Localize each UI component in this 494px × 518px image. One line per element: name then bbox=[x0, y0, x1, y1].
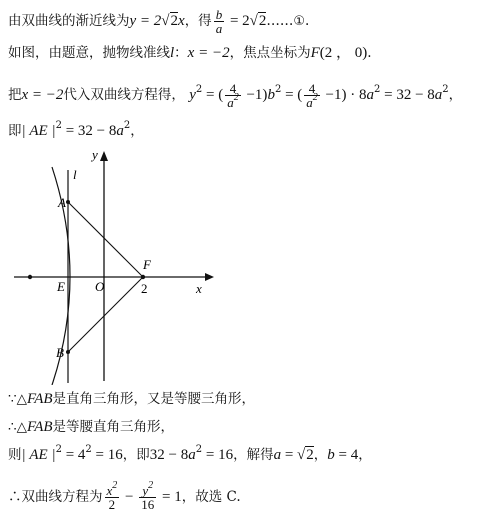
denominator: $a^2$ bbox=[306, 92, 318, 110]
var-b: b bbox=[327, 447, 335, 463]
label-l: l bbox=[73, 167, 77, 182]
text: ，故选 C. bbox=[181, 489, 241, 505]
var-l: l bbox=[170, 45, 175, 61]
period: . bbox=[305, 13, 310, 29]
y-axis-arrow bbox=[100, 151, 108, 161]
var-F: F bbox=[310, 45, 320, 61]
triangle-FAB: FAB bbox=[26, 419, 53, 435]
numerator: $x^2$ bbox=[106, 480, 118, 498]
text: ，得 bbox=[184, 13, 212, 29]
text: 把 bbox=[8, 87, 22, 103]
radicand: 2 bbox=[170, 13, 179, 29]
eq: = ( bbox=[281, 87, 303, 103]
var-a: a bbox=[116, 123, 124, 139]
point-F bbox=[141, 275, 145, 279]
text: ，即 bbox=[122, 447, 150, 463]
eq: −1) bbox=[242, 87, 268, 103]
line-1: 由双曲线的渐近线为y = 2√2x，得 $\frac{b}{a}$ = 2√2……①. bbox=[8, 7, 310, 36]
label-O: O bbox=[95, 279, 105, 294]
text: ，焦点坐标为 bbox=[229, 45, 311, 61]
directrix-eq: x = −2 bbox=[187, 45, 230, 61]
triangle-FAB: FAB bbox=[26, 391, 53, 407]
text: ∴双曲线方程为 bbox=[8, 489, 103, 505]
line-6 bbox=[8, 418, 174, 436]
comma: ， bbox=[130, 123, 144, 139]
line-8 bbox=[8, 480, 241, 512]
text: 即 bbox=[8, 123, 22, 139]
point-A bbox=[66, 200, 70, 204]
line-2 bbox=[8, 44, 372, 62]
segment-AF bbox=[68, 202, 143, 277]
circled-one: ① bbox=[293, 14, 306, 29]
focus-coord: (2 ， 0) bbox=[319, 45, 368, 61]
eq: = 2 bbox=[226, 13, 250, 29]
numerator: 4 bbox=[225, 82, 241, 96]
asymptote-eq: y = 2 bbox=[129, 13, 162, 29]
radicand: 2 bbox=[306, 447, 314, 463]
label-B: B bbox=[56, 345, 64, 360]
eq: −1) · 8 bbox=[321, 87, 367, 103]
abs-AE: | AE | bbox=[21, 123, 56, 139]
period: . bbox=[367, 45, 372, 61]
eq: = 16 bbox=[91, 447, 123, 463]
fraction bbox=[225, 82, 241, 109]
fraction-y2-over-16 bbox=[139, 480, 156, 512]
label-x: x bbox=[196, 281, 202, 296]
minus: − bbox=[121, 489, 138, 505]
eq: = ( bbox=[202, 87, 224, 103]
denominator: $a^2$ bbox=[227, 92, 239, 110]
fraction-x2-over-2 bbox=[105, 480, 120, 512]
line-3: 把x = −2代入双曲线方程得， $y^2$ = ( $\frac{4}{a^2}$ $-1)b^2$ = ( $\frac{4}{a^2}$ $-1) \cdot 8a^2 = 32 - 8a^2$， bbox=[8, 81, 463, 110]
var-x: x bbox=[178, 13, 185, 29]
comma: ， bbox=[358, 447, 372, 463]
text: ： bbox=[174, 45, 188, 61]
eq: = 16 bbox=[202, 447, 234, 463]
fraction bbox=[304, 82, 320, 109]
radicand: 2 bbox=[258, 13, 267, 29]
numerator: 4 bbox=[304, 82, 320, 96]
text: ∵△ bbox=[8, 391, 27, 407]
line-7: 则| AE $|^2 = 4^2 = 16$，即$32 - 8a^2 = 16$，解得a = √2，b = 4， bbox=[8, 444, 372, 463]
text: 是等腰直角三角形， bbox=[52, 419, 175, 435]
label-F: F bbox=[143, 257, 151, 272]
var-a: a bbox=[366, 87, 374, 103]
label-y: y bbox=[92, 147, 98, 162]
dots: …… bbox=[266, 13, 294, 29]
numerator: b bbox=[215, 7, 223, 22]
label-A: A bbox=[58, 195, 66, 210]
tick-2: 2 bbox=[141, 281, 148, 296]
x-axis-arrow bbox=[205, 273, 214, 281]
var-y: y bbox=[189, 87, 196, 103]
text: ∴△ bbox=[8, 419, 27, 435]
text: ，解得 bbox=[233, 447, 274, 463]
eq: x = −2 bbox=[21, 87, 64, 103]
fraction-b-over-a bbox=[214, 8, 225, 35]
eq: = 1 bbox=[158, 489, 182, 505]
label-E: E bbox=[57, 279, 65, 294]
denominator: a bbox=[215, 21, 223, 36]
var-b: b bbox=[267, 87, 275, 103]
var-a: a bbox=[188, 447, 196, 463]
comma: ， bbox=[448, 87, 463, 103]
abs-AE: | AE | bbox=[21, 447, 56, 463]
var-a: a bbox=[434, 87, 443, 103]
text: 由双曲线的渐近线为 bbox=[8, 13, 130, 29]
numerator: $y^2$ bbox=[139, 484, 156, 498]
eq: = bbox=[281, 447, 298, 463]
text: 则 bbox=[8, 447, 22, 463]
eq: 32 − 8 bbox=[149, 447, 189, 463]
figure-graph bbox=[0, 145, 494, 385]
left-point bbox=[28, 275, 32, 279]
line-4: 即| AE $|^2 = 32 - 8a^2$， bbox=[8, 120, 144, 139]
text: 是直角三角形，又是等腰三角形， bbox=[52, 391, 256, 407]
eq: = 4 bbox=[334, 447, 359, 463]
line-5 bbox=[8, 390, 255, 408]
point-B bbox=[66, 350, 70, 354]
text: 如图，由题意，抛物线准线 bbox=[8, 45, 170, 61]
denominator: 2 bbox=[108, 497, 116, 512]
segment-BF bbox=[68, 277, 143, 352]
eq: = 4 bbox=[61, 447, 86, 463]
eq: = 32 − 8 bbox=[380, 87, 435, 103]
comma: ， bbox=[313, 447, 328, 463]
denominator: 16 bbox=[141, 497, 155, 512]
text: 代入双曲线方程得， bbox=[63, 87, 185, 103]
eq: = 32 − 8 bbox=[61, 123, 117, 139]
var-a: a bbox=[273, 447, 282, 463]
